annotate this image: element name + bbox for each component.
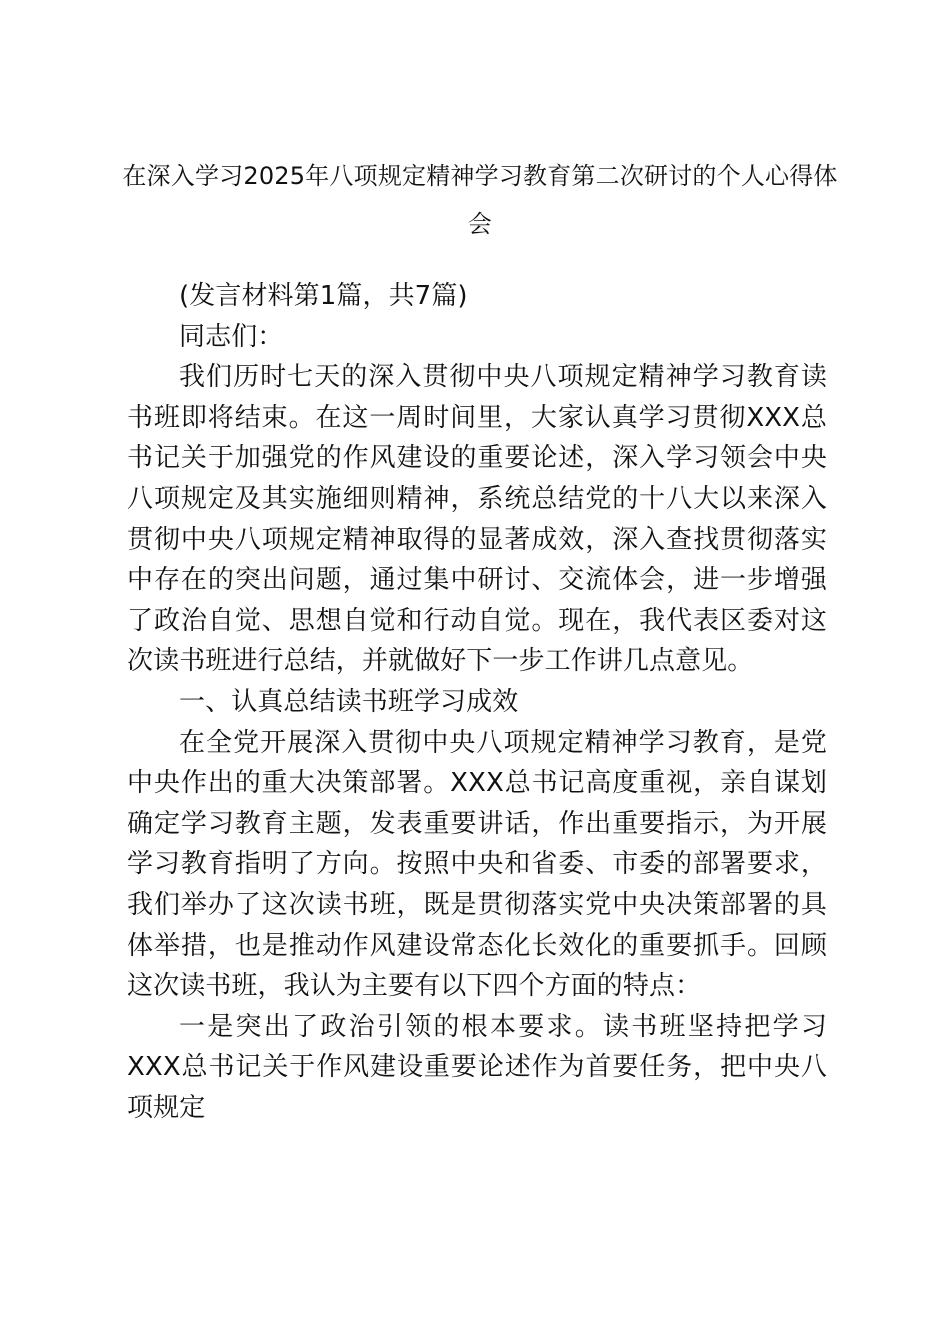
paragraph-point-one: 一是突出了政治引领的根本要求。读书班坚持把学习XXX总书记关于作风建设重要论述作为首要任务，把中央八项规定 [127, 1011, 827, 1123]
document-body [127, 276, 827, 1128]
salutation: 同志们： [179, 321, 284, 352]
paragraph-background: 在全党开展深入贯彻中央八项规定精神学习教育，是党中央作出的重大决策部署。XXX总书记高度重视，亲自谋划确定学习教育主题，发表重要讲话，作出重要指示，为开展学习教育指明了方向。按照中央和省委、市委的部署要求，我们举办了这次读书班，既是贯彻落实党中央决策部署的具体举措，也是推动作风建设常态化长效化的重要抓手。回顾这次读书班，我认为主要有以下四个方面的特点： [127, 727, 827, 1002]
section-heading: 一、认真总结读书班学习成效 [179, 686, 519, 717]
document-subtitle: (发言材料第1篇，共7篇) [179, 281, 468, 311]
paragraph-intro: 我们历时七天的深入贯彻中央八项规定精神学习教育读书班即将结束。在这一周时间里，大家认真学习贯彻XXX总书记关于加强党的作风建设的重要论述，深入学习领会中央八项规定及其实施细则精神，系统总结党的十八大以来深入贯彻中央八项规定精神取得的显著成效，深入查找贯彻落实中存在的突出问题，通过集中研讨、交流体会，进一步增强了政治自觉、思想自觉和行动自觉。现在，我代表区委对这次读书班进行总结，并就做好下一步工作讲几点意见。 [127, 362, 827, 677]
document-title: 在深入学习2025年八项规定精神学习教育第二次研讨的个人心得体会 [122, 162, 838, 238]
